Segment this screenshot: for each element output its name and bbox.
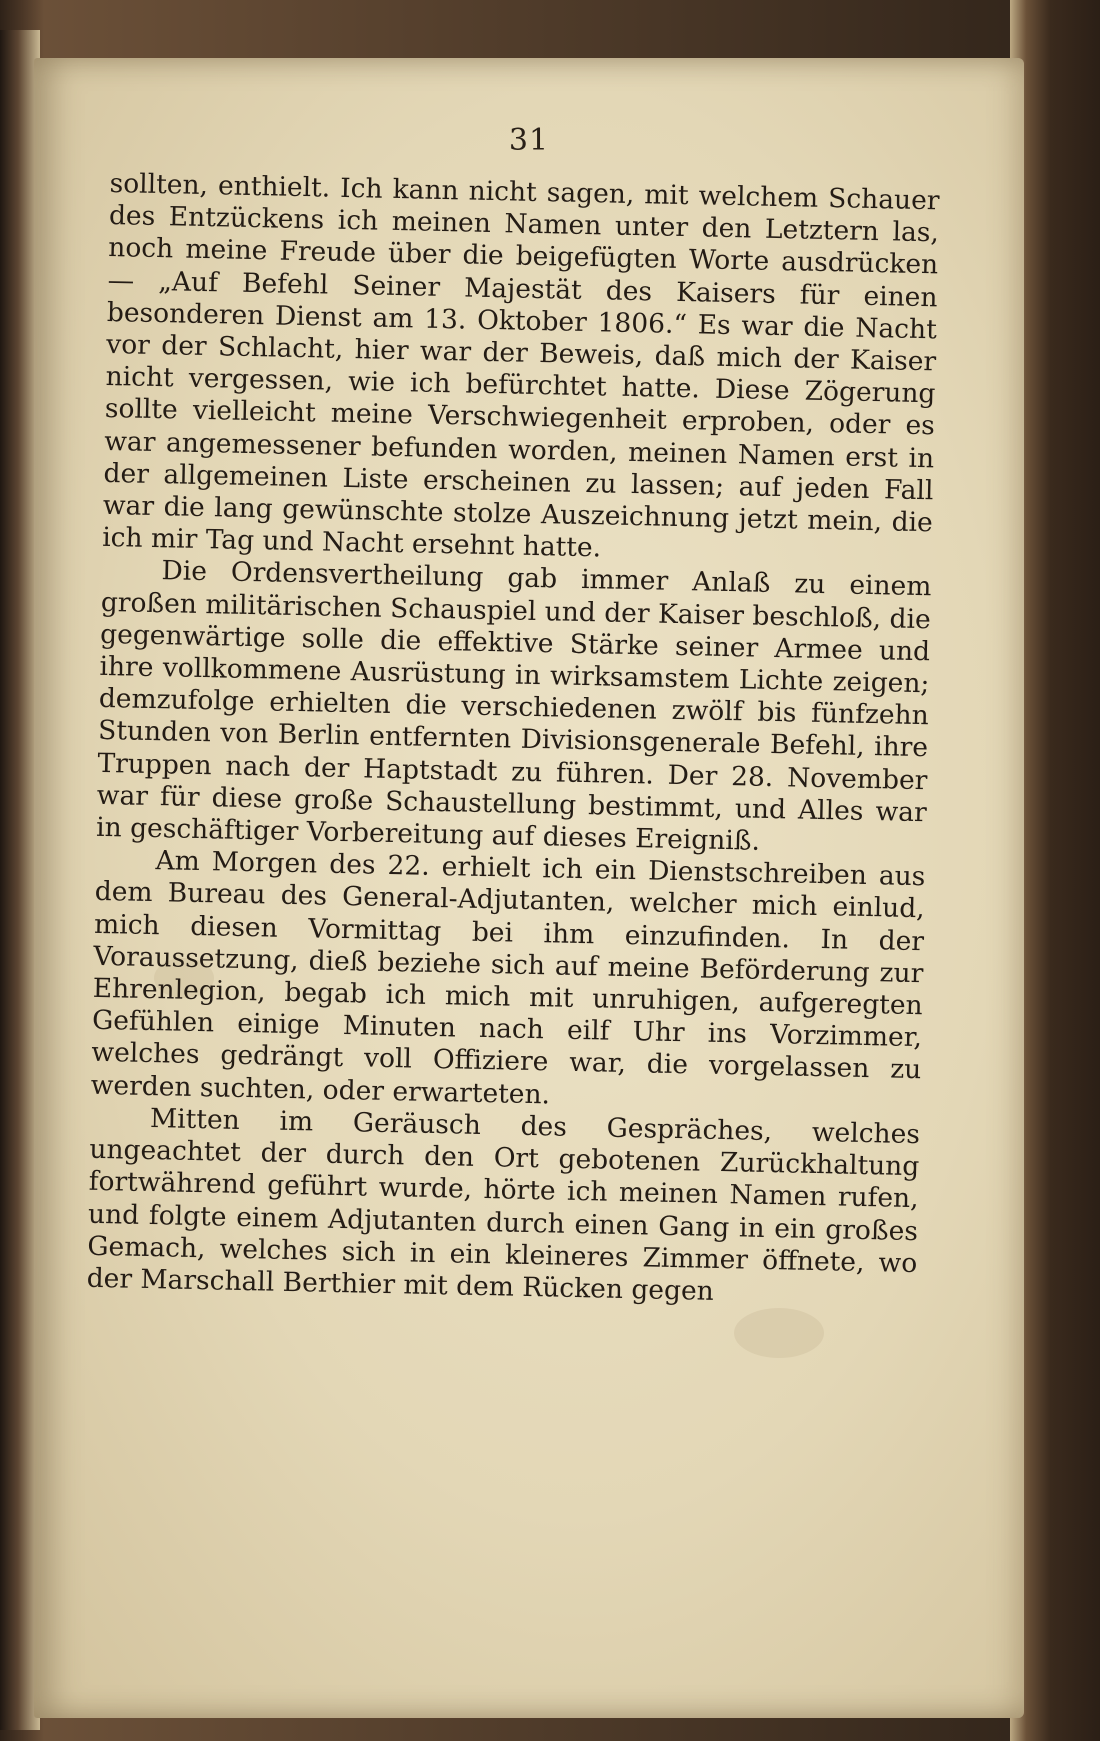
paragraph: Die Ordensvertheilung gab immer Anlaß zu einem großen militärischen Schauspiel und der Kaiser beschloß, die gegenwärtige solle die effektive Stärke seiner Armee und ihre vollkommene Ausrüstung in wirksamstem Lichte zeigen; demzufolge erhielten die verschiedenen zwölf bis fünfzehn Stunden von Berlin entfernten Divisionsgenerale Befehl, ihre Truppen nach der Haptstadt zu führen. Der 28. November war für diese große Schaustellung bestimmt, und Alles war in geschäftiger Vorbereitung auf dieses Ereigniß. <box>95 555 932 857</box>
page-sheet <box>34 58 1024 1718</box>
body-text <box>86 168 939 1312</box>
page-number: 31 <box>508 123 550 158</box>
paragraph: Mitten im Geräusch des Gespräches, welches ungeachtet der durch den Ort gebotenen Zurückhaltung fortwährend geführt wurde, hörte ich meinen Namen rufen, und folgte einem Adjutanten durch einen Gang in ein großes Gemach, welches sich in ein kleineres Zimmer öffnete, wo der Marschall Berthier mit dem Rücken gegen <box>86 1102 921 1307</box>
paper-stain <box>734 1308 824 1358</box>
paragraph: Am Morgen des 22. erhielt ich ein Dienstschreiben aus dem Bureau des General-Adjutanten, welcher mich einlud, mich diesen Vormittag bei ihm einzufinden. In der Voraussetzung, dieß beziehe sich auf meine Beförderung zur Ehrenlegion, begab ich mich mit unruhigen, aufgeregten Gefühlen einige Minuten nach eilf Uhr ins Vorzimmer, welches gedrängt voll Offiziere war, die vorgelassen zu werden suchten, oder erwarteten. <box>90 845 926 1111</box>
paragraph: sollten, enthielt. Ich kann nicht sagen, mit welchem Schauer des Entzückens ich meinen Namen unter den Letztern las, noch meine Freude über die beigefügten Worte ausdrücken — „Auf Befehl Seiner Majestät des Kaisers für einen besonderen Dienst am 13. Oktober 1806.“ Es war die Nacht vor der Schlacht, hier war der Beweis, daß mich der Kaiser nicht vergessen, wie ich befürchtet hatte. Diese Zögerung sollte vielleicht meine Verschwiegenheit erproben, oder es war angemessener befunden worden, meinen Namen erst in der allgemeinen Liste erscheinen zu lassen; auf jeden Fall war die lang gewünschte stolze Auszeichnung jetzt mein, die ich mir Tag und Nacht ersehnt hatte. <box>101 168 940 564</box>
